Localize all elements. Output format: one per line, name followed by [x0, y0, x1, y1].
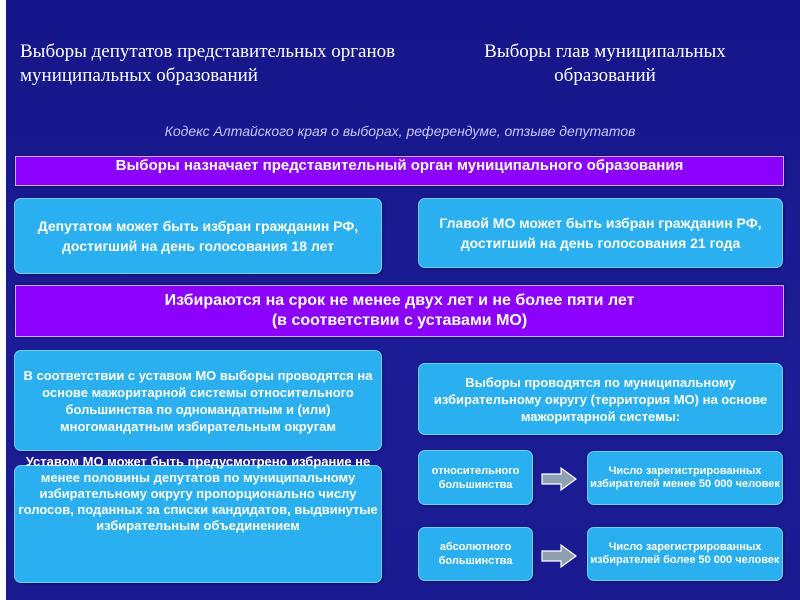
charter-majoritarian-box	[14, 350, 382, 451]
proportional-half-text: Уставом МО может быть предусмотрено избрание не менее половины депутатов по муниципальному избирательному округу пропорционально числу голосов, поданных за списки кандидатов, выдвинутые избирательным объединением	[18, 454, 378, 533]
absolute-majority-text: абсолютного большинства	[438, 541, 513, 567]
code-title: Кодекс Алтайского края о выборах, референдуме, отзыве депутатов	[164, 123, 636, 139]
voters-less-box	[587, 451, 783, 505]
voters-more-box	[587, 527, 783, 581]
voters-more-text: Число зарегистрированных избирателей более 50 000 человек	[590, 541, 780, 566]
term-line-1: Избираются на срок не менее двух лет и не более пяти лет	[164, 292, 635, 309]
arrow-right-icon	[541, 467, 577, 491]
proportional-half-box	[14, 454, 382, 583]
appointing-body-text: Выборы назначает представительный орган муниципального образования	[115, 157, 684, 174]
relative-majority-box	[418, 450, 533, 505]
voters-less-text: Число зарегистрированных избирателей менее 50 000 человек	[590, 465, 780, 490]
municipal-district-box	[418, 363, 783, 435]
head-eligibility-box	[418, 198, 783, 268]
slide-left-edge	[0, 0, 6, 600]
deputy-eligibility-box	[14, 198, 382, 274]
term-line-2: (в соответствии с уставами МО)	[271, 312, 528, 329]
header-deputies: Выборы депутатов представительных органов муниципальных образований	[20, 41, 396, 86]
absolute-majority-box	[418, 527, 533, 581]
charter-majoritarian-text: В соответствии с уставом МО выборы проводятся на основе мажоритарной системы относительного большинства по одномандатным и (или) многомандатным избирательным округам	[23, 367, 373, 434]
term-bar	[15, 285, 784, 337]
header-heads: Выборы глав муниципальных образований	[484, 41, 726, 86]
appointing-body-bar	[15, 156, 784, 186]
deputy-eligibility-text: Депутатом может быть избран гражданин РФ, достигший на день голосования 18 лет	[37, 218, 359, 254]
municipal-district-text: Выборы проводятся по муниципальному избирательному округу (территория МО) на основе мажоритарной системы:	[433, 374, 768, 424]
head-eligibility-text: Главой МО может быть избран гражданин РФ, достигший на день голосования 21 года	[439, 215, 762, 251]
arrow-right-icon	[541, 544, 577, 568]
relative-majority-text: относительного большинства	[431, 464, 520, 491]
